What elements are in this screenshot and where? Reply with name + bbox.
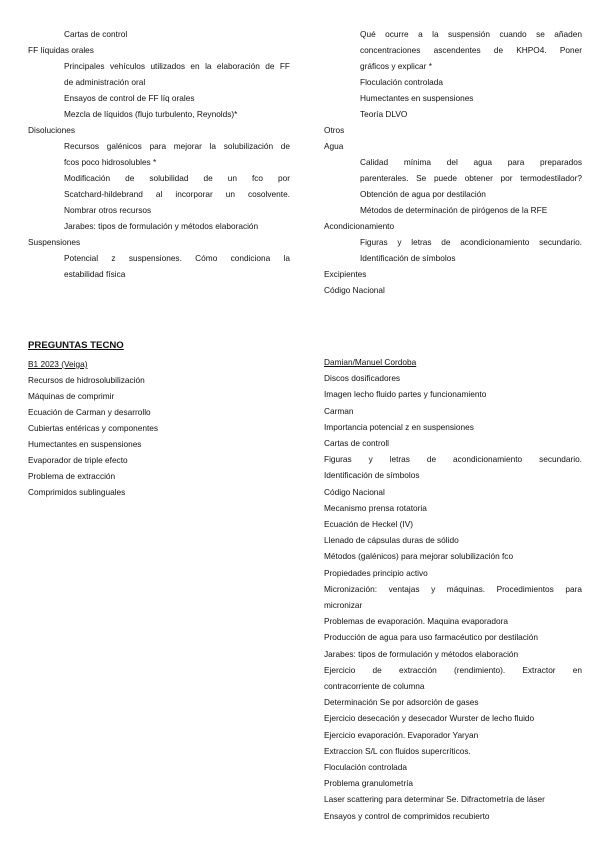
question-item: Cartas de controll: [324, 438, 390, 449]
topic-line: Teoría DLVO: [360, 109, 408, 119]
question-item: Mecanismo prensa rotatoria: [324, 502, 427, 513]
topic-line: fcos poco hidrosolubles *: [64, 157, 157, 167]
question-item: Propiedades principio activo: [324, 567, 428, 578]
question-item: Máquinas de comprimir: [28, 391, 115, 401]
question-item: Producción de agua para uso farmacéutico por destilación: [324, 632, 539, 643]
top-left-column: [28, 26, 290, 282]
question-item: Laser scattering para determinar Se. Difractometría de láser: [324, 794, 545, 805]
bottom-left-column: [28, 356, 290, 500]
section-title: PREGUNTAS TECNO: [28, 340, 124, 351]
topic-line: Jarabes: tipos de formulación y métodos elaboración: [64, 221, 259, 231]
question-item: Determinación Se por adsorción de gases: [324, 697, 479, 708]
question-item: contracorriente de columna: [324, 681, 425, 692]
topic-line: Recursos galénicos para mejorar la solubilización de: [64, 141, 290, 151]
topic-line: Principales vehículos utilizados en la elaboración de FF: [64, 61, 290, 71]
question-item: Métodos (galénicos) para mejorar solubilización fco: [324, 551, 514, 562]
question-item: Problema granulometría: [324, 778, 414, 789]
question-item: Ecuación de Carman y desarrollo: [28, 407, 151, 417]
question-item: Problemas de evaporación. Maquina evaporadora: [324, 616, 509, 627]
topic-line: Humectantes en suspensiones: [360, 93, 474, 103]
question-item: Cubiertas entéricas y componentes: [28, 423, 159, 433]
topic-line: Qué ocurre a la suspensión cuando se añaden: [360, 29, 582, 39]
question-item: Ejercicio evaporación. Evaporador Yaryan: [324, 729, 479, 740]
topic-line: Obtención de agua por destilación: [360, 189, 486, 199]
question-item: Recursos de hidrosolubilización: [28, 375, 145, 385]
topic-line: parenterales. Se puede obtener por termodestilador?: [360, 173, 582, 183]
topic-line: Métodos de determinación de pirógenos de la RFE: [360, 205, 548, 215]
topic-line: Modificación de solubilidad de un fco por: [64, 173, 290, 183]
section-heading: Otros: [324, 125, 345, 135]
question-item: Ensayos y control de comprimidos recubierto: [324, 810, 490, 821]
question-item: micronizar: [324, 600, 363, 611]
section-heading: Acondicionamiento: [324, 221, 395, 231]
question-item: Código Nacional: [324, 486, 385, 497]
question-item: Ejercicio desecación y desecador Wurster de lecho fluido: [324, 713, 535, 724]
topic-line: Ensayos de control de FF líq orales: [64, 93, 195, 103]
section-heading: Agua: [324, 141, 344, 151]
section-heading: Excipientes: [324, 269, 367, 279]
question-item: Evaporador de triple efecto: [28, 455, 128, 465]
question-item: Carman: [324, 405, 354, 416]
question-item: Importancia potencial z en suspensiones: [324, 421, 474, 432]
question-item: Ejercicio de extracción (rendimiento). Extractor en: [324, 664, 582, 675]
top-right-column: [324, 26, 582, 298]
section-heading: Suspensiones: [28, 237, 81, 247]
section-heading: Disoluciones: [28, 125, 76, 135]
question-item: Floculación controlada: [324, 762, 408, 773]
topic-line: concentraciones ascendentes de KHPO4. Poner: [360, 45, 582, 55]
question-item: Comprimidos sublinguales: [28, 487, 126, 497]
topic-line: Cartas de control: [64, 29, 128, 39]
question-item: Llenado de cápsulas duras de sólido: [324, 535, 459, 546]
topic-line: estabilidad física: [64, 269, 126, 279]
exam-heading: Damian/Manuel Cordoba: [324, 357, 417, 367]
question-item: Problema de extracción: [28, 471, 116, 481]
topic-line: Calidad mínima del agua para preparados: [360, 157, 582, 167]
topic-line: Scatchard-hildebrand al incorporar un cosolvente.: [64, 189, 290, 199]
topic-line: Nombrar otros recursos: [64, 205, 152, 215]
question-item: Imagen lecho fluido partes y funcionamiento: [324, 389, 487, 400]
bottom-right-column: [324, 354, 582, 824]
topic-line: gráficos y explicar *: [360, 61, 432, 71]
topic-line: de administración oral: [64, 77, 146, 87]
exam-heading: B1 2023 (Veiga): [28, 359, 88, 369]
question-item: Extraccion S/L con fluidos supercríticos.: [324, 745, 471, 756]
topic-line: Mezcla de líquidos (flujo turbulento, Reynolds)*: [64, 109, 238, 119]
question-item: Jarabes: tipos de formulación y métodos elaboración: [324, 648, 519, 659]
question-item: Micronización: ventajas y máquinas. Procedimientos para: [324, 583, 582, 594]
section-heading: FF líquidas orales: [28, 45, 94, 55]
question-item: Identificación de símbolos: [324, 470, 420, 481]
question-item: Humectantes en suspensiones: [28, 439, 142, 449]
topic-line: Floculación controlada: [360, 77, 444, 87]
question-item: Ecuación de Heckel (IV): [324, 519, 414, 530]
topic-line: Identificación de símbolos: [360, 253, 456, 263]
question-item: Discos dosificadores: [324, 373, 401, 384]
topic-line: Figuras y letras de acondicionamiento secundario.: [360, 237, 582, 247]
topic-line: Potencial z suspensiones. Cómo condiciona la: [64, 253, 290, 263]
question-item: Figuras y letras de acondicionamiento secundario.: [324, 454, 582, 465]
section-heading: Código Nacional: [324, 285, 385, 295]
